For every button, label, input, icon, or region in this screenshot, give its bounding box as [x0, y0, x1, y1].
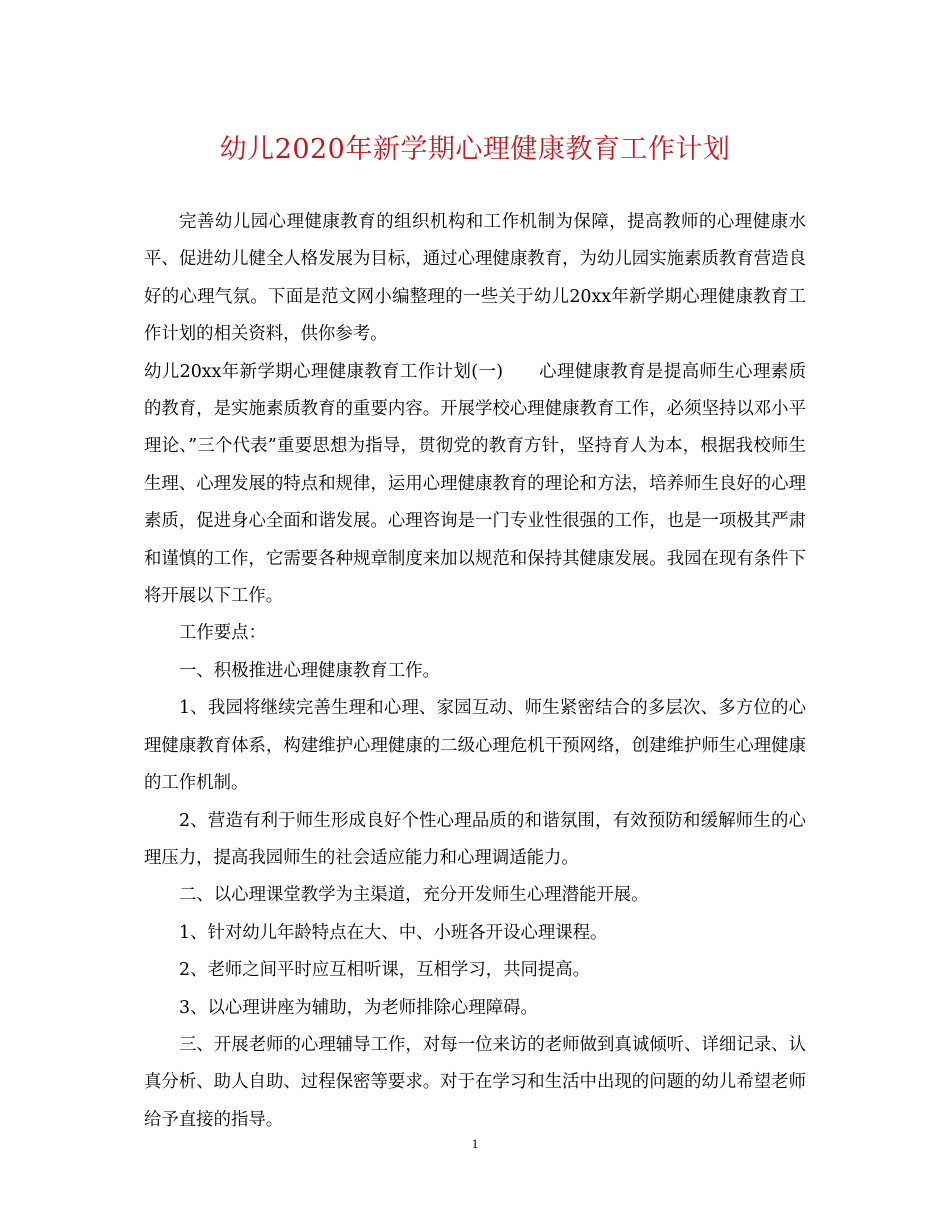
- paragraph-section-one-heading: 一、积极推进心理健康教育工作。: [179, 660, 440, 681]
- paragraph-section-two-item-3: 3、以心理讲座为辅助，为老师排除心理障碍。: [179, 997, 538, 1018]
- paragraph-section-three: 三、开展老师的心理辅导工作，对每一位来访的老师做到真诚倾听、详细记录、认真分析、助人自助、过程保密等要求。对于在学习和生活中出现的问题的幼儿希望老师给予直接的指导。: [144, 1034, 806, 1130]
- paragraph-section-two-item-2: 2、老师之间平时应互相听课，互相学习，共同提高。: [179, 960, 591, 981]
- page-number: 1: [471, 1136, 479, 1151]
- paragraph-section-two-item-1: 1、针对幼儿年龄特点在大、中、小班各开设心理课程。: [179, 922, 608, 943]
- paragraph-intro: 完善幼儿园心理健康教育的组织机构和工作机制为保障，提高教师的心理健康水平、促进幼儿健全人格发展为目标，通过心理健康教育，为幼儿园实施素质教育营造良好的心理气氛。下面是范文网小编整理的一些关于幼儿20xx年新学期心理健康教育工作计划的相关资料，供你参考。: [144, 212, 806, 345]
- document-body: [144, 204, 806, 1139]
- paragraph-section-two-heading: 二、以心理课堂教学为主渠道，充分开发师生心理潜能开展。: [179, 885, 649, 906]
- paragraph-section-one-item-2: 2、营造有利于师生形成良好个性心理品质的和谐氛围，有效预防和缓解师生的心理压力，提高我园师生的社会适应能力和心理调适能力。: [144, 810, 806, 868]
- paragraph-section-one-item-1: 1、我园将继续完善生理和心理、家园互动、师生紧密结合的多层次、多方位的心理健康教育体系，构建维护心理健康的二级心理危机干预网络，创建维护师生心理健康的工作机制。: [144, 698, 806, 794]
- paragraph-work-points-heading: 工作要点：: [179, 623, 266, 644]
- paragraph-plan-one: 幼儿20xx年新学期心理健康教育工作计划(一) 心理健康教育是提高师生心理素质的教育，是实施素质教育的重要内容。开展学校心理健康教育工作，必须坚持以邓小平理论、”三个代表”重要思想为指导，贯彻党的教育方针，坚持育人为本，根据我校师生生理、心理发展的特点和规律，运用心理健康教育的理论和方法，培养师生良好的心理素质，促进身心全面和谐发展。心理咨询是一门专业性很强的工作，也是一项极其严肃和谨慎的工作，它需要各种规章制度来加以规范和保持其健康发展。我园在现有条件下将开展以下工作。: [144, 361, 806, 607]
- document-title: 幼儿2020年新学期心理健康教育工作计划: [219, 134, 731, 165]
